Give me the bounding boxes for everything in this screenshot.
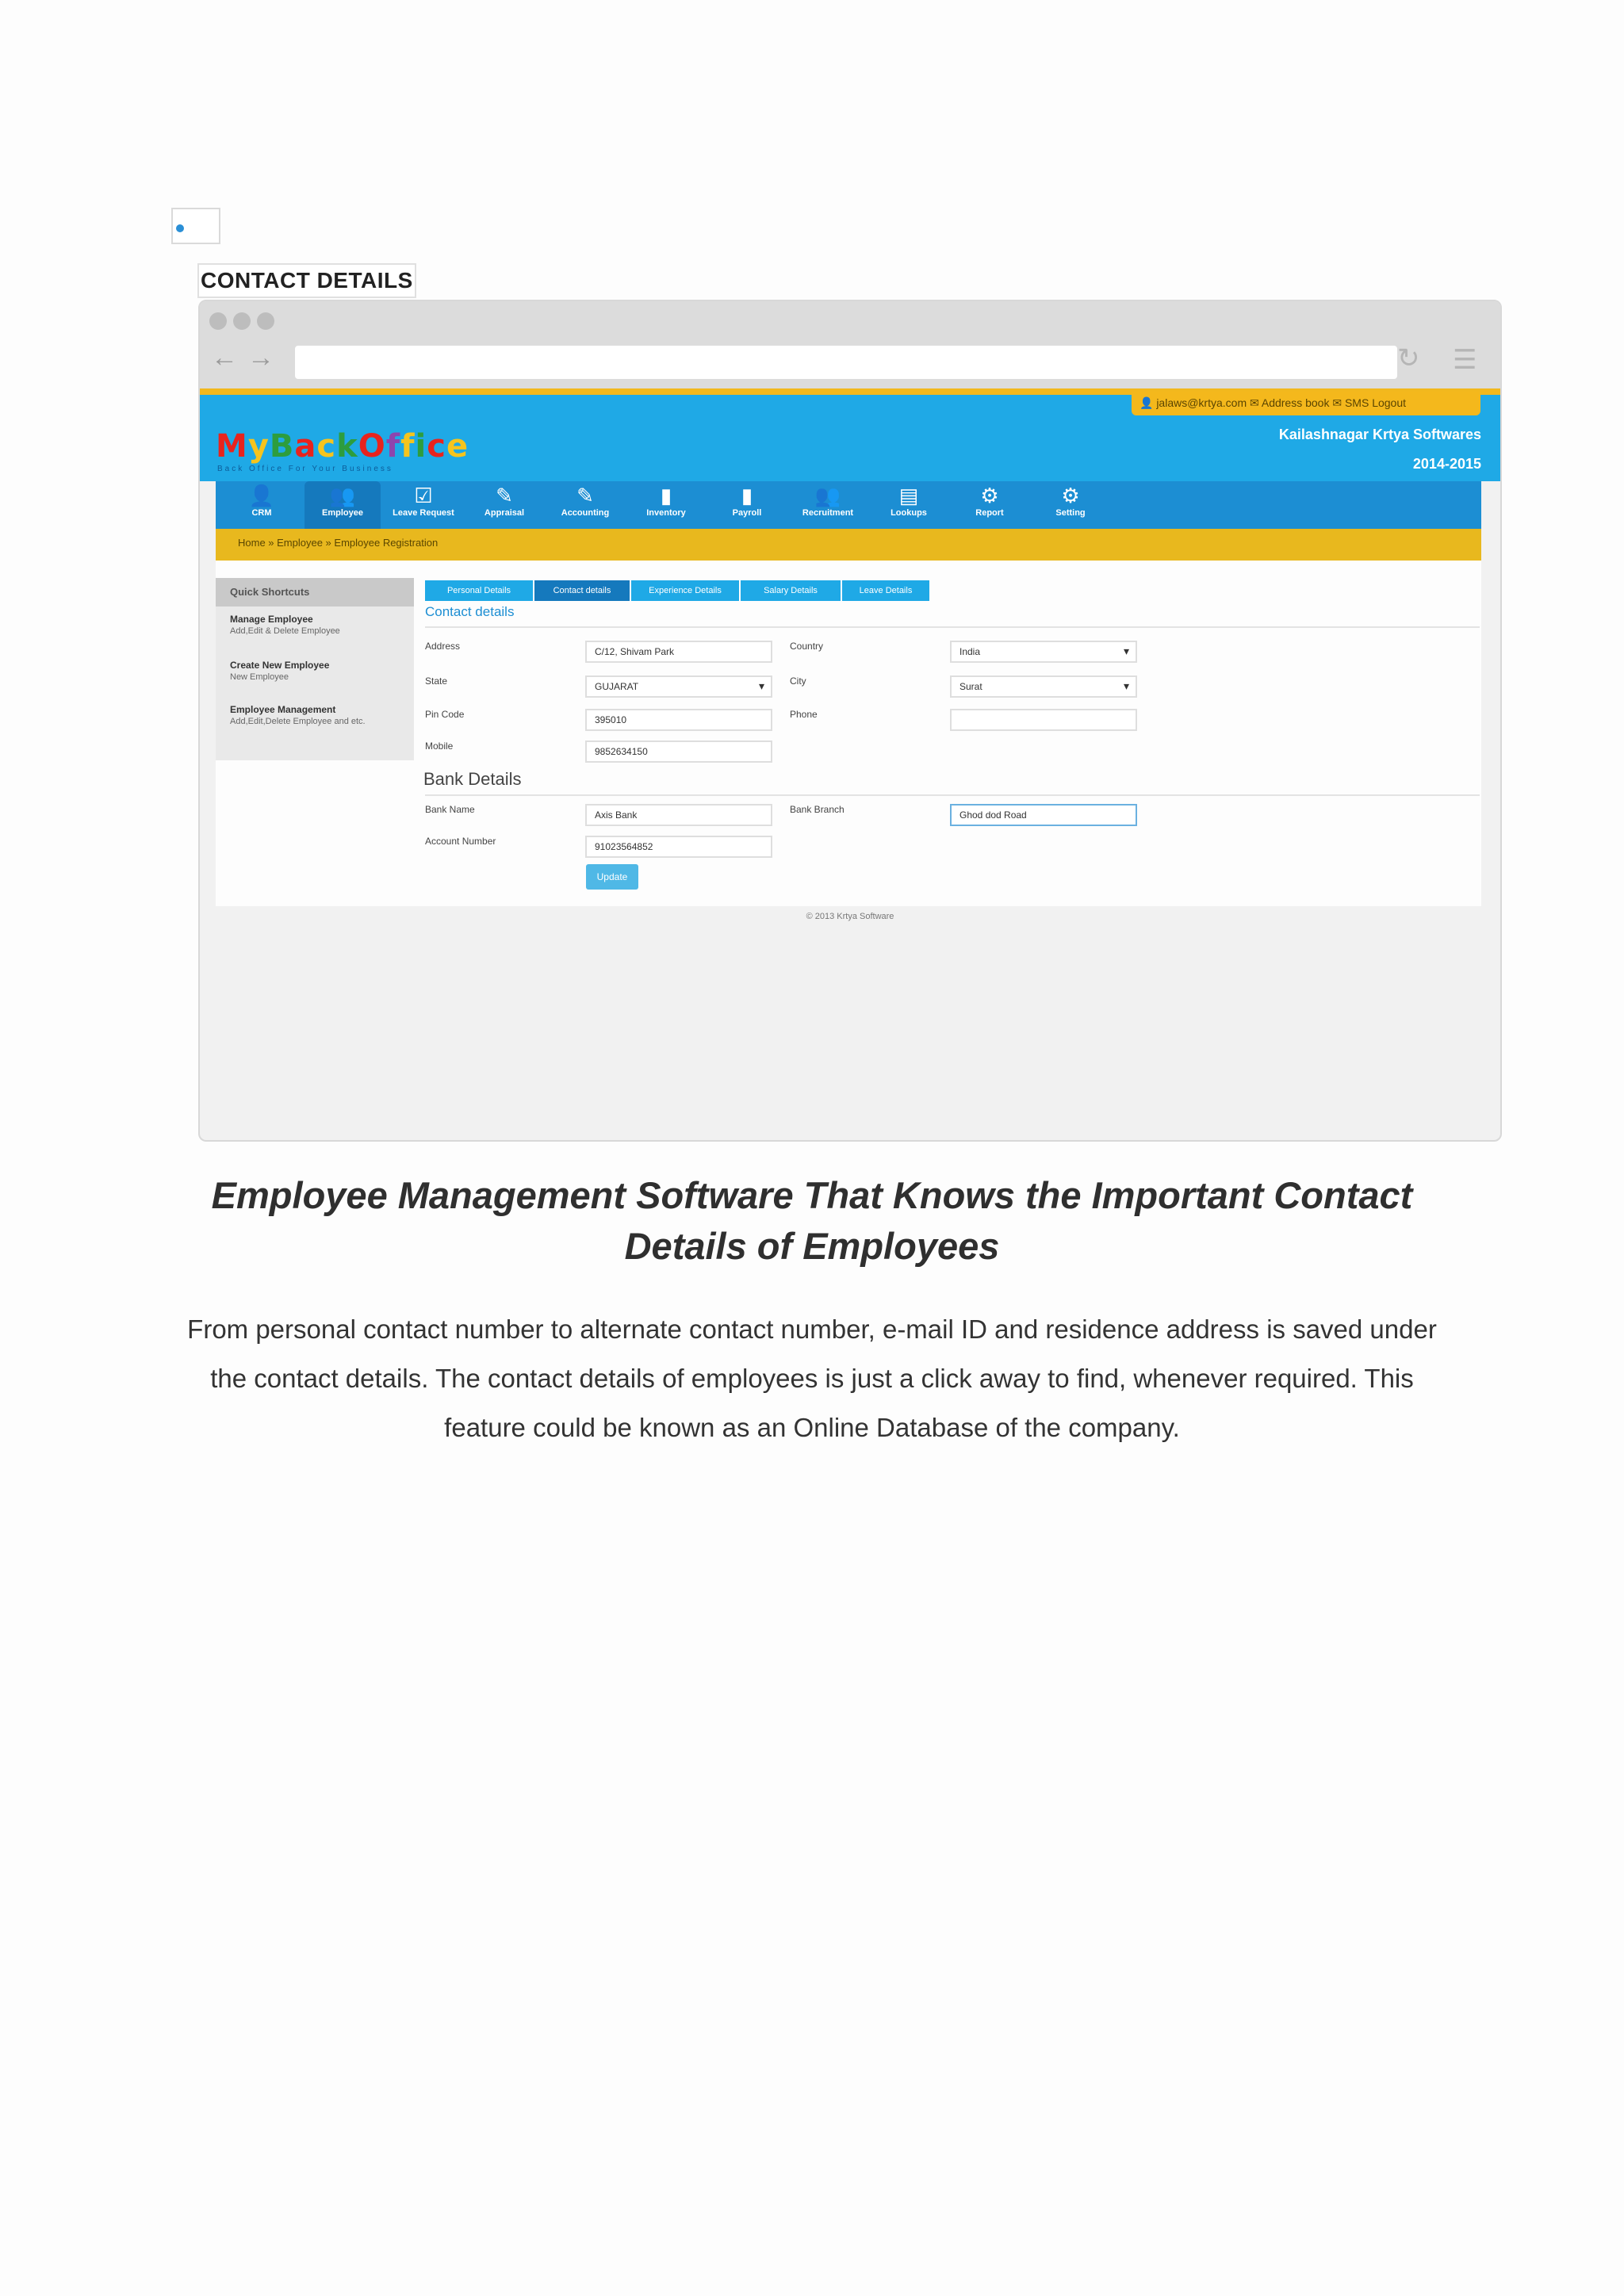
city-select[interactable]: Surat ▾ xyxy=(950,675,1137,698)
tab-contact-details[interactable]: Contact details xyxy=(534,580,630,601)
bank-name-label: Bank Name xyxy=(425,804,475,815)
reload-icon[interactable]: ↻ xyxy=(1397,343,1420,373)
nav-item-appraisal[interactable] xyxy=(466,481,542,529)
nav-icon: 👤 xyxy=(248,484,275,507)
nav-label: Employee xyxy=(322,508,363,518)
bank-details-title: Bank Details xyxy=(423,769,522,789)
state-select[interactable]: GUJARAT ▾ xyxy=(585,675,772,698)
sidebar-item-manage-employee[interactable] xyxy=(230,614,409,636)
logo-letter: a xyxy=(294,428,317,465)
company-name: Kailashnagar Krtya Softwares xyxy=(1278,427,1481,442)
sidebar-item-create-employee[interactable] xyxy=(230,660,409,682)
nav-label: Setting xyxy=(1055,508,1086,518)
url-bar[interactable] xyxy=(295,346,1397,379)
tab-leave-details[interactable]: Leave Details xyxy=(842,580,929,601)
pin-code-label: Pin Code xyxy=(425,709,465,720)
nav-icon: ▮ xyxy=(741,484,753,507)
nav-label: Payroll xyxy=(732,508,762,518)
nav-item-leave-request[interactable] xyxy=(385,481,462,529)
window-dot-icon[interactable] xyxy=(257,312,274,330)
pin-code-field[interactable]: 395010 xyxy=(585,709,772,731)
nav-icon: ▮ xyxy=(660,484,672,507)
nav-label: Lookups xyxy=(891,508,927,518)
country-select[interactable]: India ▾ xyxy=(950,641,1137,663)
nav-icon: ☑ xyxy=(414,484,433,507)
nav-item-payroll[interactable] xyxy=(709,481,785,529)
sidebar-item-employee-management[interactable] xyxy=(230,704,401,726)
arrow-left-icon[interactable]: ← xyxy=(211,342,238,373)
sidebar-item-title: Employee Management xyxy=(230,704,336,715)
nav-item-setting[interactable] xyxy=(1032,481,1109,529)
sidebar-item-desc: Add,Edit & Delete Employee xyxy=(230,626,340,636)
mobile-label: Mobile xyxy=(425,740,454,752)
section-label: CONTACT DETAILS xyxy=(197,263,416,298)
sidebar-item-desc: Add,Edit,Delete Employee and etc. xyxy=(230,717,366,726)
tab-personal-details[interactable]: Personal Details xyxy=(425,580,533,601)
country-label: Country xyxy=(790,641,824,652)
nav-item-report[interactable] xyxy=(952,481,1028,529)
bank-branch-label: Bank Branch xyxy=(790,804,845,815)
description-paragraph: From personal contact number to alternate contact number, e-mail ID and residence address is saved under the contact details. The contact details of employees is just a click away to find, whenever required. This feature could be known as an Online Database of the company. xyxy=(187,1314,1437,1442)
nav-icon: ⚙ xyxy=(980,484,999,507)
nav-label: CRM xyxy=(251,508,272,518)
logo-letter: B xyxy=(269,428,295,465)
app-footer: © 2013 Krtya Software xyxy=(806,912,894,921)
mobile-field[interactable]: 9852634150 xyxy=(585,740,772,763)
nav-icon: 👥 xyxy=(329,484,356,507)
nav-icon: ✎ xyxy=(576,484,594,507)
phone-field[interactable] xyxy=(950,709,1137,731)
hamburger-icon[interactable]: ☰ xyxy=(1453,345,1477,375)
app-logo xyxy=(216,428,469,465)
nav-item-accounting[interactable] xyxy=(547,481,623,529)
sidebar-item-desc: New Employee xyxy=(230,672,289,682)
account-number-field[interactable]: 91023564852 xyxy=(585,836,772,858)
nav-item-inventory[interactable] xyxy=(628,481,704,529)
breadcrumb[interactable]: Home » Employee » Employee Registration xyxy=(238,537,439,549)
nav-icon: ✎ xyxy=(496,484,513,507)
financial-year: 2014-2015 xyxy=(1412,456,1481,472)
tab-salary-details[interactable]: Salary Details xyxy=(741,580,841,601)
state-label: State xyxy=(425,675,448,687)
nav-icon: ▤ xyxy=(898,484,919,507)
arrow-right-icon[interactable]: → xyxy=(247,342,274,373)
bank-branch-field[interactable]: Ghod dod Road xyxy=(950,804,1137,826)
phone-label: Phone xyxy=(790,709,818,720)
bank-name-field[interactable]: Axis Bank xyxy=(585,804,772,826)
logo-letter: M xyxy=(216,428,248,465)
logo-letter: e xyxy=(446,428,469,465)
divider xyxy=(425,626,1480,628)
address-label: Address xyxy=(425,641,461,652)
nav-item-employee[interactable] xyxy=(304,481,381,529)
logo-letter: f xyxy=(385,428,401,465)
nav-label: Accounting xyxy=(561,508,610,518)
nav-item-recruitment[interactable] xyxy=(790,481,866,529)
nav-item-crm[interactable] xyxy=(224,481,300,529)
logo-letter: i xyxy=(415,428,427,465)
logo-letter: c xyxy=(316,428,337,465)
user-bar[interactable]: 👤 jalaws@krtya.com ✉ Address book ✉ SMS Logout xyxy=(1132,392,1480,415)
logo-letter: y xyxy=(247,428,270,465)
nav-label: Inventory xyxy=(646,508,686,518)
nav-item-lookups[interactable] xyxy=(871,481,947,529)
nav-icon: ⚙ xyxy=(1061,484,1080,507)
address-field[interactable]: C/12, Shivam Park xyxy=(585,641,772,663)
screenshot-frame xyxy=(198,300,1502,1142)
sidebar-item-title: Create New Employee xyxy=(230,660,330,671)
city-label: City xyxy=(790,675,806,687)
page-heading: Employee Management Software That Knows the Important Contact Details of Employees xyxy=(211,1174,1413,1267)
contact-details-title: Contact details xyxy=(425,604,515,619)
account-number-label: Account Number xyxy=(425,836,496,847)
logo-letter: f xyxy=(400,428,416,465)
divider xyxy=(425,794,1480,796)
nav-label: Leave Request xyxy=(393,508,454,518)
sidebar-item-title: Manage Employee xyxy=(230,614,313,625)
window-dot-icon[interactable] xyxy=(233,312,251,330)
logo-letter: k xyxy=(336,428,358,465)
logo-tagline: Back Office For Your Business xyxy=(217,465,393,473)
sidebar-title: Quick Shortcuts xyxy=(216,578,414,607)
window-dot-icon[interactable] xyxy=(209,312,227,330)
nav-label: Appraisal xyxy=(484,508,525,518)
logo-letter: O xyxy=(358,428,386,465)
nav-label: Report xyxy=(975,508,1004,518)
nav-label: Recruitment xyxy=(802,508,854,518)
bullet-dot-icon xyxy=(176,224,184,232)
tab-experience-details[interactable]: Experience Details xyxy=(631,580,739,601)
main-nav xyxy=(216,481,1481,529)
logo-letter: c xyxy=(427,428,446,465)
update-button[interactable]: Update xyxy=(586,864,638,890)
nav-icon: 👥 xyxy=(814,484,841,507)
